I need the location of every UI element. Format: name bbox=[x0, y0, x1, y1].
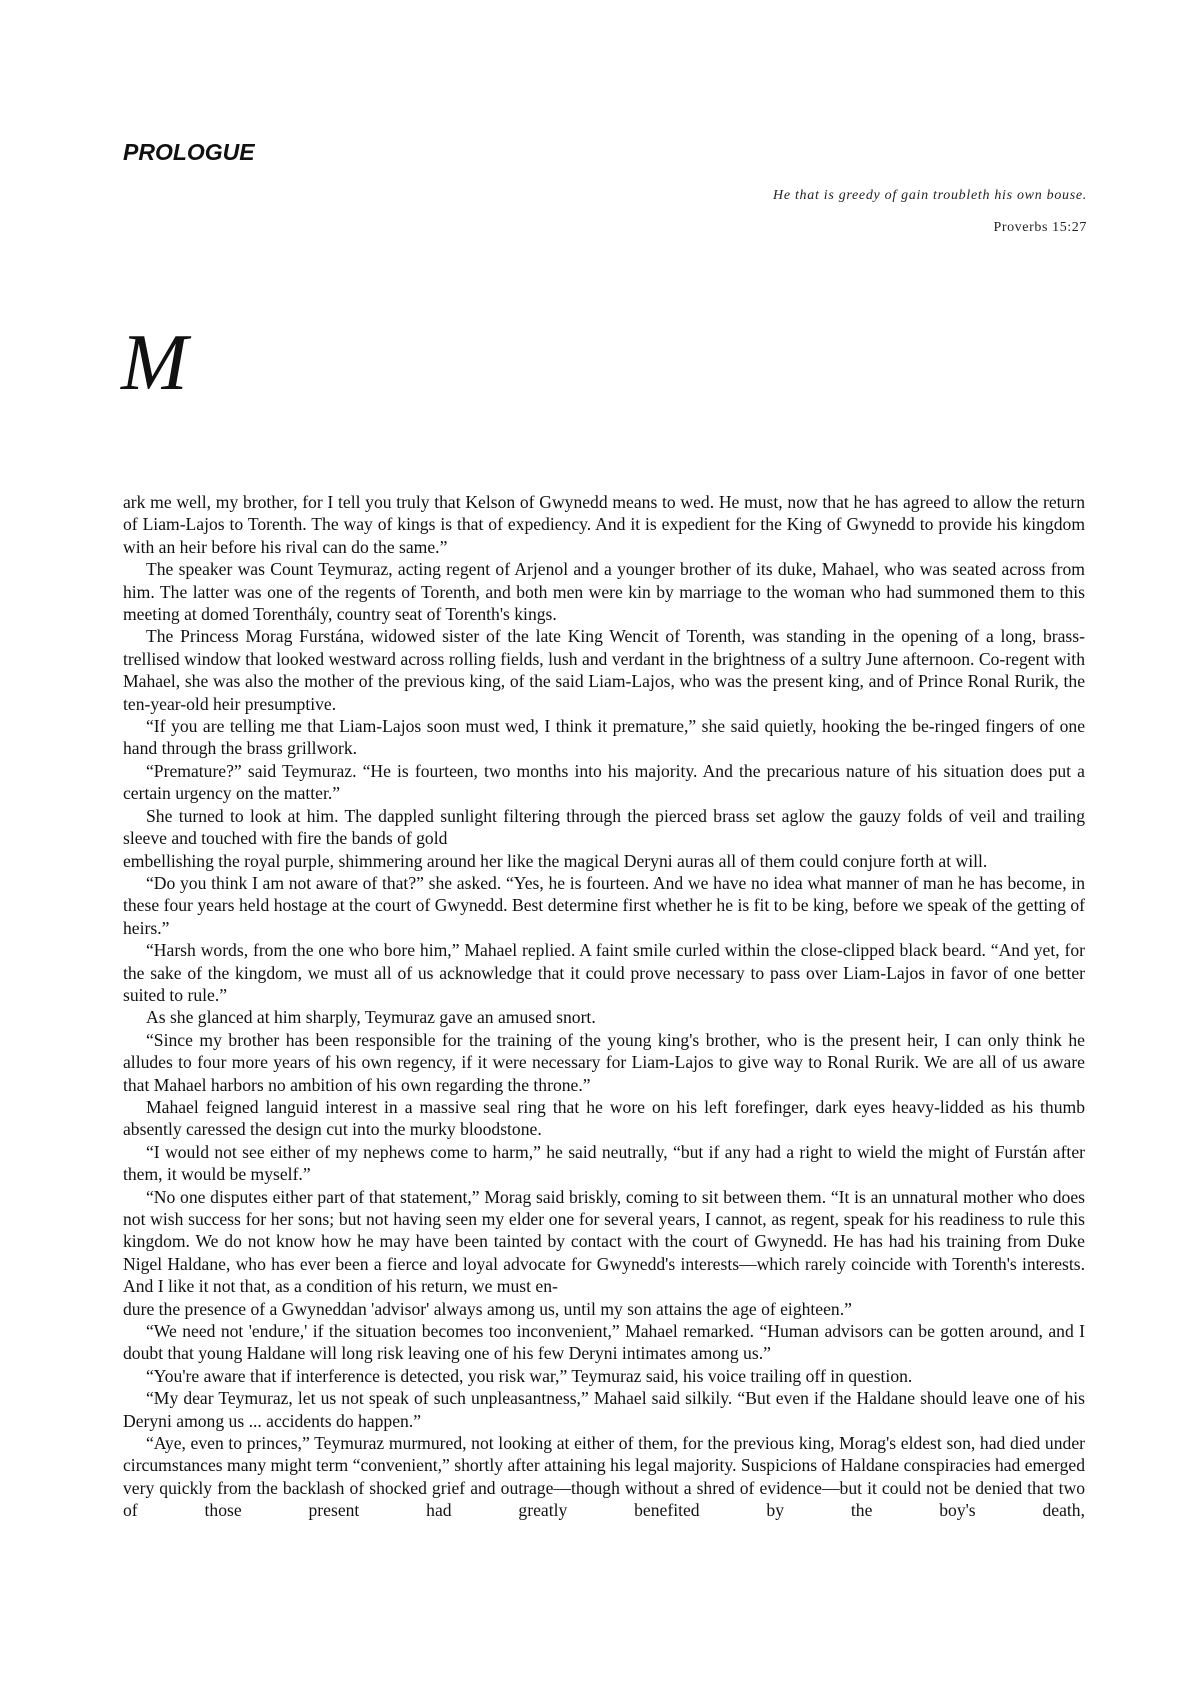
paragraph: “No one disputes either part of that statement,” Morag said briskly, coming to sit between them. “It is an unnatural mother who does not wish success for her sons; but not having seen my elder one for several years, I cannot, as regent, speak for his readiness to rule this kingdom. We do not know how he may have been tainted by contact with the court of Gwynedd. He has had his training from Duke Nigel Haldane, who has ever been a fierce and loyal advocate for Gwynedd's interests—which rarely coincide with Torenth's interests. And I like it not that, as a condition of his return, we must en- bbox=[123, 1186, 1085, 1297]
paragraph-continuation: dure the presence of a Gwyneddan 'advisor' always among us, until my son attains the age of eighteen.” bbox=[123, 1298, 852, 1319]
paragraph: The Princess Morag Furstána, widowed sister of the late King Wencit of Torenth, was standing in the opening of a long, brass-trellised window that looked westward across rolling fields, lush and verdant in the brightness of a sultry June afternoon. Co-regent with Mahael, she was also the mother of the previous king, of the said Liam-Lajos, who was the present king, and of Prince Ronal Rurik, the ten-year-old heir presumptive. bbox=[123, 626, 1085, 714]
paragraph: “You're aware that if interference is detected, you risk war,” Teymuraz said, his voice trailing off in question. bbox=[146, 1365, 913, 1386]
paragraph: “Aye, even to princes,” Teymuraz murmured, not looking at either of them, for the previous king, Morag's eldest son, had died under circumstances many might term “convenient,” shortly after attaining his legal majority. Suspicions of Haldane conspiracies had emerged very quickly from the backlash of shocked grief and outrage—though without a shred of evidence—but it could not be denied that two of those present had greatly benefited by the boy's death, bbox=[123, 1433, 1085, 1521]
paragraph: “If you are telling me that Liam-Lajos soon must wed, I think it premature,” she said quietly, hooking the be-ringed fingers of one hand through the brass grillwork. bbox=[123, 716, 1085, 759]
epigraph-citation: Proverbs 15:27 bbox=[993, 220, 1087, 235]
paragraph: Mahael feigned languid interest in a massive seal ring that he wore on his left forefinger, dark eyes heavy-lidded as his thumb absently caressed the design cut into the murky bloodstone. bbox=[123, 1096, 1085, 1140]
paragraph: “Harsh words, from the one who bore him,” Mahael replied. A faint smile curled within the close-clipped black beard. “And yet, for the sake of the kingdom, we must all of us acknowledge that it could prove necessary to pass over Liam-Lajos in favor of one better suited to rule.” bbox=[123, 940, 1085, 1005]
body-text bbox=[123, 491, 1085, 1522]
paragraph: She turned to look at him. The dappled sunlight filtering through the pierced brass set aglow the gauzy folds of veil and trailing sleeve and touched with fire the bands of gold bbox=[123, 805, 1085, 849]
paragraph-continuation: embellishing the royal purple, shimmering around her like the magical Deryni auras all of them could conjure forth at will. bbox=[123, 850, 988, 871]
paragraph: The speaker was Count Teymuraz, acting regent of Arjenol and a younger brother of its duke, Mahael, who was seated across from him. The latter was one of the regents of Torenth, and both men were kin by marriage to the woman who had summoned them to this meeting at domed Torenthály, country seat of Torenth's kings. bbox=[123, 559, 1085, 625]
paragraph: “Do you think I am not aware of that?” she asked. “Yes, he is fourteen. And we have no idea what manner of man he has become, in these four years held hostage at the court of Gwynedd. Best determine first whether he is fit to be king, before we speak of the getting of heirs.” bbox=[123, 872, 1085, 938]
chapter-heading: PROLOGUE bbox=[123, 139, 255, 165]
paragraph: “My dear Teymuraz, let us not speak of such unpleasantness,” Mahael said silkily. “But even if the Haldane should leave one of his Deryni among us ... accidents do happen.” bbox=[123, 1388, 1085, 1431]
paragraph: ark me well, my brother, for I tell you truly that Kelson of Gwynedd means to wed. He must, now that he has agreed to allow the return of Liam-Lajos to Torenth. The way of kings is that of expediency. And it is expedient for the King of Gwynedd to provide his kingdom with an heir before his rival can do the same.” bbox=[123, 492, 1085, 557]
paragraph: “We need not 'endure,' if the situation becomes too inconvenient,” Mahael remarked. “Human advisors can be gotten around, and I doubt that young Haldane will long risk leaving one of his few Deryni intimates among us.” bbox=[123, 1321, 1085, 1364]
paragraph: “Since my brother has been responsible for the training of the young king's brother, who is the present heir, I can only think he alludes to four more years of his own regency, if it were necessary for Liam-Lajos to give way to Ronal Rurik. We are all of us aware that Mahael harbors no ambition of his own regarding the throne.” bbox=[123, 1029, 1085, 1095]
paragraph: “I would not see either of my nephews come to harm,” he said neutrally, “but if any had a right to wield the might of Furstán after them, it would be myself.” bbox=[123, 1141, 1085, 1185]
paragraph: “Premature?” said Teymuraz. “He is fourteen, two months into his majority. And the precarious nature of his situation does put a certain urgency on the matter.” bbox=[123, 760, 1085, 804]
paragraph: As she glanced at him sharply, Teymuraz gave an amused snort. bbox=[146, 1007, 596, 1028]
epigraph-quote: He that is greedy of gain troubleth his own bouse. bbox=[773, 188, 1087, 203]
drop-cap: M bbox=[121, 319, 188, 407]
